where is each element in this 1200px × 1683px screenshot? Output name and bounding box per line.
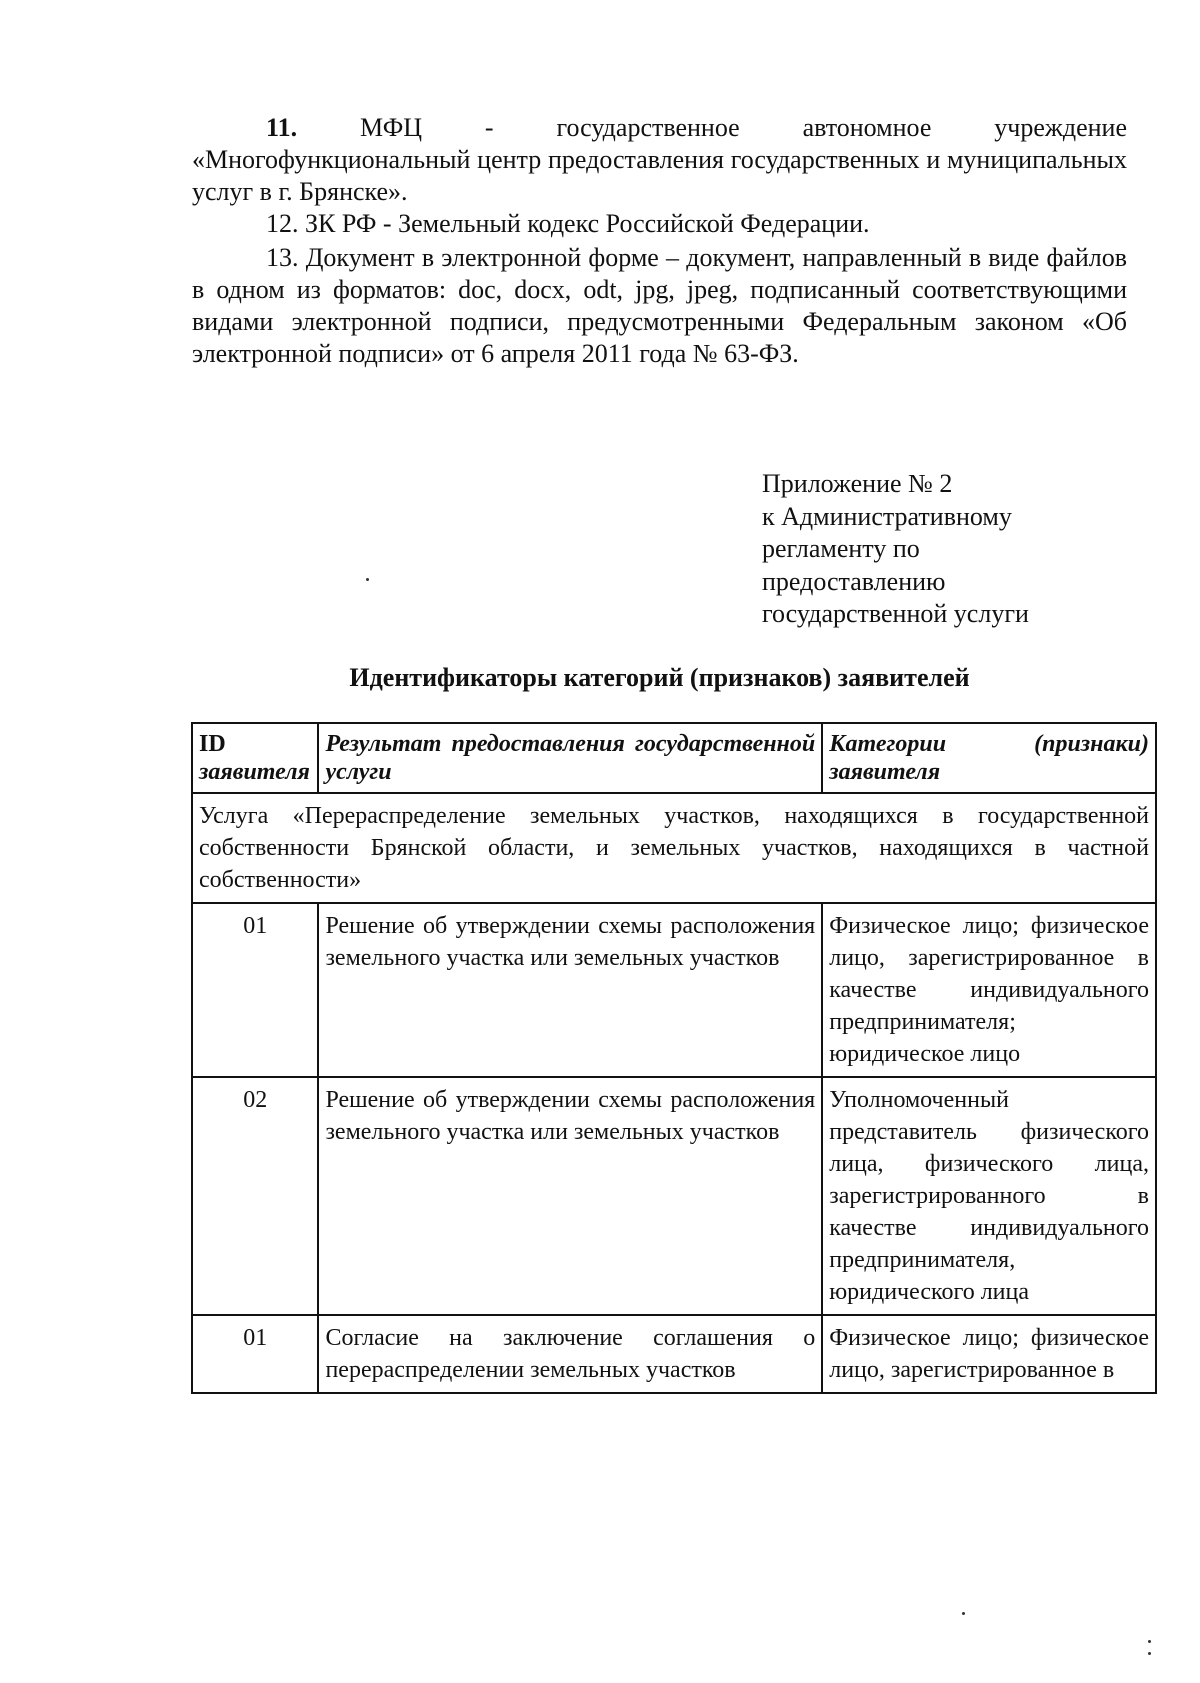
service-description: Услуга «Перераспределение земельных участков, находящихся в государственной собственности Брянской области, и земельных участков, находящихся в частной собственности» <box>192 793 1156 903</box>
row-category: Физическое лицо; физическое лицо, зарегистрированное в качестве индивидуального предпринимателя; юридическое лицо <box>822 903 1156 1077</box>
row-result: Согласие на заключение соглашения о перераспределении земельных участков <box>318 1315 822 1393</box>
annex-line: к Административному <box>762 501 1012 531</box>
table-title: Идентификаторы категорий (признаков) заявителей <box>349 663 970 692</box>
header-id-label: ID <box>199 731 226 757</box>
row-result: Решение об утверждении схемы расположения земельного участка или земельных участков <box>318 903 822 1077</box>
paragraph-13-text: 13. Документ в электронной форме – документ, направленный в виде файлов в одном из форматов: doc, docx, odt, jpg, jpeg, подписанный соответствующими видами электронной подписи, предусмотренными Федеральным законом «Об электронной подписи» от 6 апреля 2011 года № 63-ФЗ. <box>192 243 1127 368</box>
annex-line: предоставлению <box>762 566 946 596</box>
table-row <box>192 1077 1156 1315</box>
paragraph-13 <box>192 242 1127 370</box>
row-category: Физическое лицо; физическое лицо, зарегистрированное в <box>822 1315 1156 1393</box>
paragraph-12 <box>192 208 1127 240</box>
row-result: Решение об утверждении схемы расположения земельного участка или земельных участков <box>318 1077 822 1315</box>
row-id: 01 <box>192 1315 318 1393</box>
annex-line: регламенту по <box>762 534 920 563</box>
paragraph-11-text: МФЦ - государственное автономное учреждение «Многофункциональный центр предоставления государственных и муниципальных услуг в г. Брянске». <box>192 113 1127 206</box>
row-id: 01 <box>192 903 318 1077</box>
annex-line: Приложение № 2 <box>762 469 953 498</box>
scan-speck <box>1148 1652 1151 1655</box>
applicant-categories-table <box>191 722 1157 1394</box>
header-id <box>192 723 318 793</box>
table-row <box>192 1315 1156 1393</box>
paragraph-11-number: 11. <box>266 113 298 142</box>
service-row <box>192 793 1156 903</box>
scan-speck <box>366 578 369 581</box>
annex-note <box>762 468 1082 631</box>
row-id: 02 <box>192 1077 318 1315</box>
row-category: Уполномоченный представитель физического лица, физического лица, зарегистрированного в качестве индивидуального предпринимателя, юридического лица <box>822 1077 1156 1315</box>
scan-speck <box>1148 1640 1151 1643</box>
table-header-row <box>192 723 1156 793</box>
header-category: Категории (признаки) заявителя <box>822 723 1156 793</box>
scan-speck <box>962 1612 965 1615</box>
paragraph-11 <box>192 112 1127 208</box>
table-row <box>192 903 1156 1077</box>
header-result: Результат предоставления государственной услуги <box>318 723 822 793</box>
header-id-sub: заявителя <box>199 759 310 785</box>
paragraph-12-text: 12. ЗК РФ - Земельный кодекс Российской Федерации. <box>266 209 870 238</box>
annex-line: государственной услуги <box>762 599 1029 628</box>
